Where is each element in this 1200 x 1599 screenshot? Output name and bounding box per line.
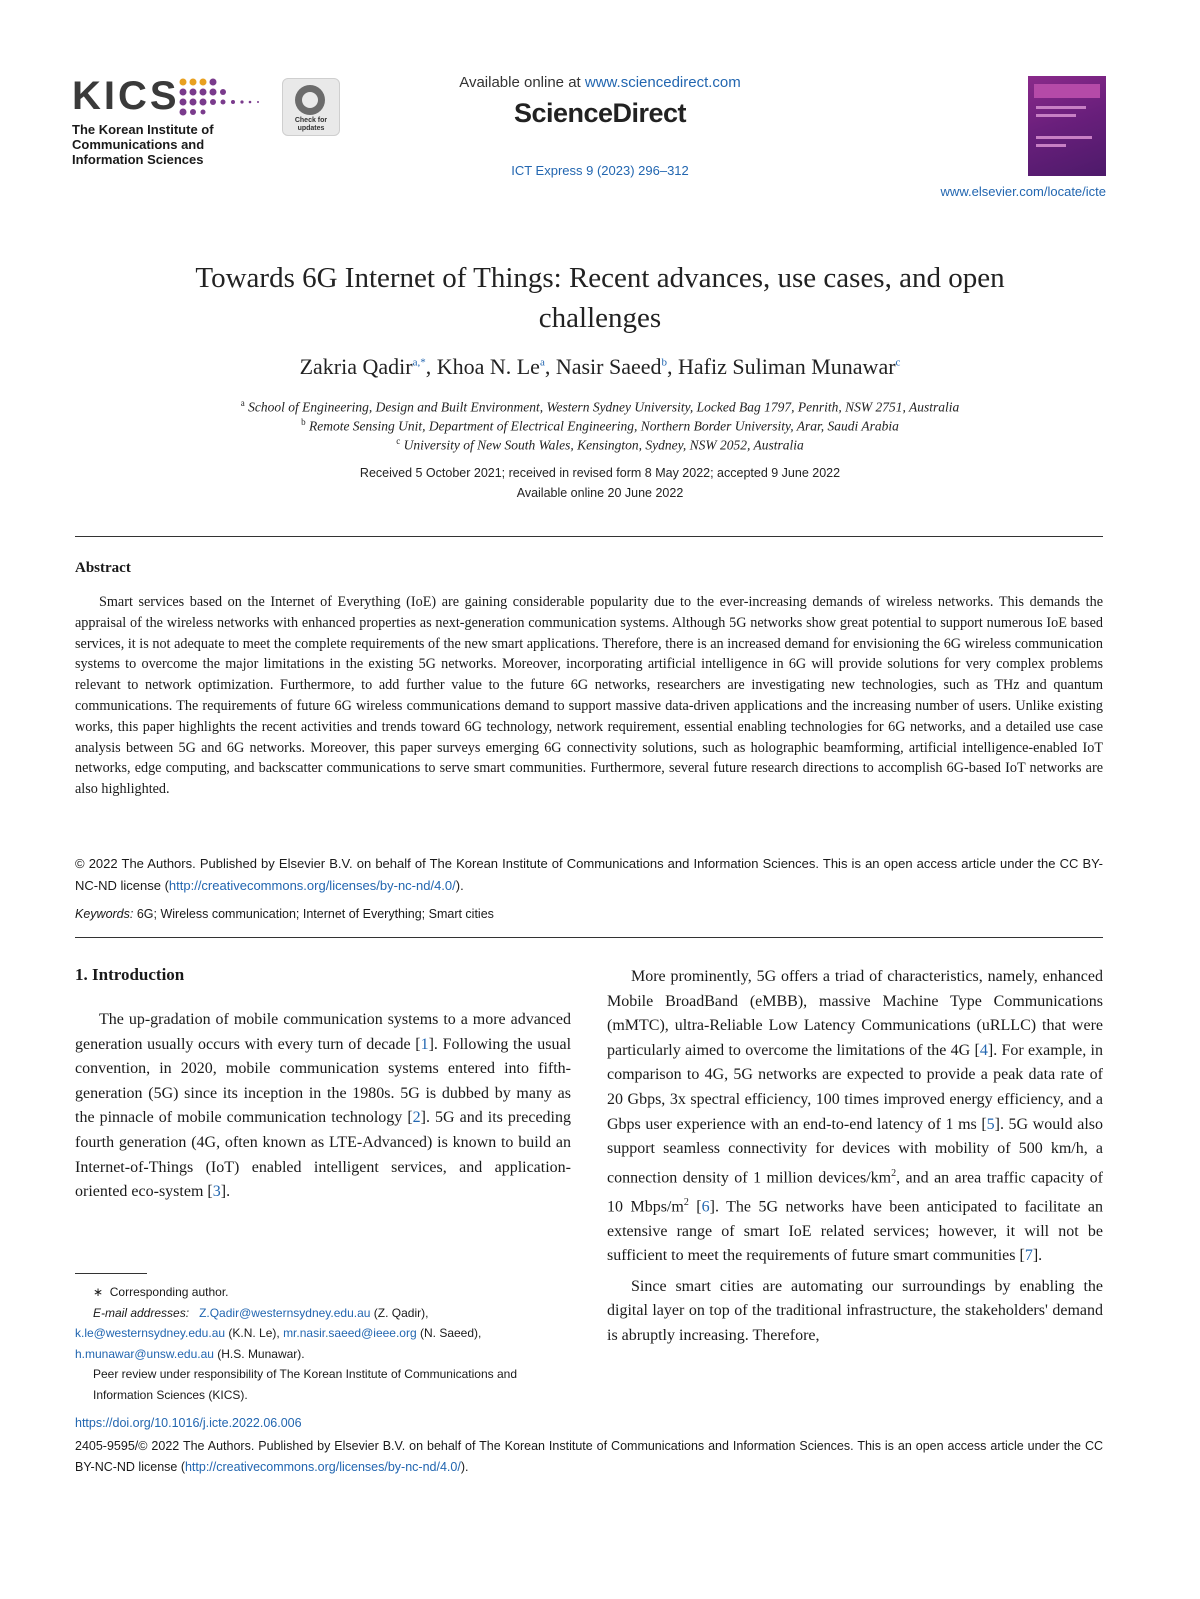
email-link[interactable]: mr.nasir.saeed@ieee.org: [283, 1326, 417, 1340]
check-for-updates-label: Check for updates: [294, 117, 328, 132]
kics-wordmark: KICS: [72, 74, 180, 118]
email-addresses-cont: k.le@westernsydney.edu.au (K.N. Le), mr.nasir.saeed@ieee.org (N. Saeed),: [75, 1326, 482, 1340]
section-heading: 1. Introduction: [75, 965, 185, 984]
citation-link[interactable]: 1: [420, 1035, 429, 1053]
sciencedirect-link[interactable]: www.sciencedirect.com: [584, 74, 741, 91]
citation-link[interactable]: 2: [412, 1109, 421, 1127]
abstract-body: Smart services based on the Internet of Everything (IoE) are gaining considerable popularity due to the ever-increasing demands of wireless networks. This demands the appraisal of the wireless networks with enhanced properties as next-generation communication systems. Although 5G networks show great potential to support numerous IoE based services, it is not adequate to meet the complete requirements of the new smart applications. Therefore, there is an increased demand for envisioning the 6G wireless communication systems to overcome the major limitations in the existing 5G networks. Moreover, incorporating artificial intelligence in 6G will provide solutions for very complex problems relevant to network optimization. Furthermore, to add further value to the future 6G networks, researchers are investigating new technologies, such as THz and quantum communications. The requirements of future 6G wireless communications demand to support massive data-driven applications and the increasing number of users. Unlike existing works, this paper highlights the recent activities and trends toward 6G technology, network requirement, essential enabling technologies for 6G networks, and a detailed use case analysis between 5G and 6G networks. Moreover, this paper surveys emerging 6G connectivity solutions, such as holographic beamforming, artificial intelligence-enabled IoT networks, edge computing, and backscatter communications to serve smart communities. Furthermore, several future research directions to accomplish 6G-based IoT networks are also highlighted.: [75, 594, 1103, 798]
author-list: Zakria Qadir$^{a,*}$, Khoa N. Le$^a$, Nasir Saeed$^b$, Hafiz Suliman Munawar$^c$: [299, 354, 901, 379]
journal-reference[interactable]: ICT Express 9 (2023) 296–312: [511, 163, 689, 178]
kics-dots-icon: [178, 76, 278, 116]
email-link[interactable]: k.le@westernsydney.edu.au: [75, 1326, 226, 1340]
divider: [75, 536, 1103, 537]
footnotes: [75, 1282, 571, 1405]
received-dates: Received 5 October 2021; received in revised form 8 May 2022; accepted 9 June 2022: [359, 466, 841, 480]
citation-link[interactable]: 4: [979, 1041, 988, 1059]
intro-paragraph: The up-gradation of mobile communication systems to a more advanced generation usually occurs with every turn of decade [1]. Following the usual convention, in 2020, mobile communication systems entered into fifth-generation (5G) since its inception in the 1980s. 5G is dubbed by many as the pinnacle of mobile communication technology [2]. 5G and its preceding fourth generation (4G, often known as LTE-Advanced) is known to build an Internet-of-Things (IoT) enabled intelligent services, and application-oriented eco-system [3].: [75, 1011, 572, 1201]
affiliation: $^a$ School of Engineering, Design and Built Environment, Western Sydney University, Locked Bag 1797, Penrith, NSW 2751, Australia: [240, 398, 960, 415]
journal-cover-image: [1028, 76, 1106, 176]
peer-review-note: Peer review under responsibility of The Korean Institute of Communications and Information Sciences (KICS).: [93, 1367, 518, 1402]
license-link[interactable]: http://creativecommons.org/licenses/by-nc-nd/4.0/: [168, 878, 456, 893]
email-addresses: E-mail addresses: Z.Qadir@westernsydney.edu.au (Z. Qadir),: [93, 1305, 429, 1320]
crossmark-icon: [295, 85, 325, 115]
available-online: Available online at www.sciencedirect.com: [459, 74, 741, 91]
paper-title: Towards 6G Internet of Things: Recent advances, use cases, and open challenges: [195, 262, 1005, 334]
check-for-updates-badge[interactable]: [282, 78, 340, 136]
elsevier-url-link[interactable]: www.elsevier.com/locate/icte: [940, 184, 1106, 199]
divider: [75, 937, 1103, 938]
kics-subtitle: The Korean Institute of Communications and Information Sciences: [72, 122, 214, 167]
abstract-copyright: © 2022 The Authors. Published by Elsevier B.V. on behalf of The Korean Institute of Communications and Information Sciences. This is an open access article under the CC BY-NC-ND license (http://creativecommons.org/licenses/by-nc-nd/4.0/).: [75, 856, 1103, 893]
affiliation: $^c$ University of New South Wales, Kensington, Sydney, NSW 2052, Australia: [396, 436, 804, 453]
author-name: Zakria Qadir: [299, 354, 413, 379]
corresponding-author-note: ∗ Corresponding author.: [93, 1285, 229, 1299]
citation-link[interactable]: 6: [701, 1198, 710, 1215]
intro-right-column: [607, 965, 1103, 1349]
intro-paragraph: More prominently, 5G offers a triad of characteristics, namely, enhanced Mobile BroadBand (eMBB), massive Machine Type Communications (mMTC), ultra-Reliable Low Latency Communications (uRLLC) that were particularly aimed to overcome the limitations of the 4G [4]. For example, in comparison to 4G, 5G networks are expected to provide a peak data rate of 20 Gbps, 3x spectral efficiency, 100 times improved energy efficiency, and a Gbps user experience with an end-to-end latency of 1 ms [5]. 5G would also support seamless connectivity for devices with mobility of 500 km/h, a connection density of 1 million devices/$km^2$, and an area traffic capacity of 10 Mbps/$m^2$ [6]. The 5G networks have been anticipated to facilitate an extensive range of smart IoE related services; however, it will not be sufficient to meet the requirements of future smart communities [7].: [607, 968, 1104, 1265]
abstract-heading: Abstract: [75, 560, 131, 576]
license-link[interactable]: http://creativecommons.org/licenses/by-nc-nd/4.0/: [184, 1460, 461, 1474]
email-addresses-cont: h.munawar@unsw.edu.au (H.S. Munawar).: [75, 1346, 305, 1361]
intro-paragraph: Since smart cities are automating our surroundings by enabling the digital layer on top of the traditional infrastructure, the stakeholders' demand is abruptly increasing. Therefore,: [607, 1277, 1103, 1344]
footnote-divider: [75, 1273, 147, 1274]
author-name: Hafiz Suliman Munawar: [678, 354, 896, 379]
doi-link[interactable]: https://doi.org/10.1016/j.icte.2022.06.006: [75, 1416, 302, 1430]
email-link[interactable]: Z.Qadir@westernsydney.edu.au: [199, 1305, 371, 1320]
issn-license-note: 2405-9595/© 2022 The Authors. Published by Elsevier B.V. on behalf of The Korean Institute of Communications and Information Sciences. This is an open access article under the CC BY-NC-ND license (http://creativecommons.org/licenses/by-nc-nd/4.0/).: [75, 1439, 1103, 1474]
available-online-date: Available online 20 June 2022: [516, 486, 684, 500]
kics-logo: [72, 72, 272, 172]
affiliation: $^b$ Remote Sensing Unit, Department of Electrical Engineering, Northern Border University, Arar, Saudi Arabia: [301, 417, 899, 434]
citation-link[interactable]: 3: [212, 1183, 221, 1201]
keywords: Keywords: 6G; Wireless communication; Internet of Everything; Smart cities: [75, 907, 494, 921]
author-name: Nasir Saeed: [555, 354, 662, 379]
citation-link[interactable]: 7: [1024, 1247, 1033, 1265]
email-link[interactable]: h.munawar@unsw.edu.au: [75, 1346, 214, 1361]
citation-link[interactable]: 5: [986, 1115, 995, 1133]
author-name: Khoa N. Le: [436, 354, 540, 379]
sciencedirect-logo: ScienceDirect: [513, 98, 687, 128]
intro-left-column: [75, 1008, 571, 1205]
